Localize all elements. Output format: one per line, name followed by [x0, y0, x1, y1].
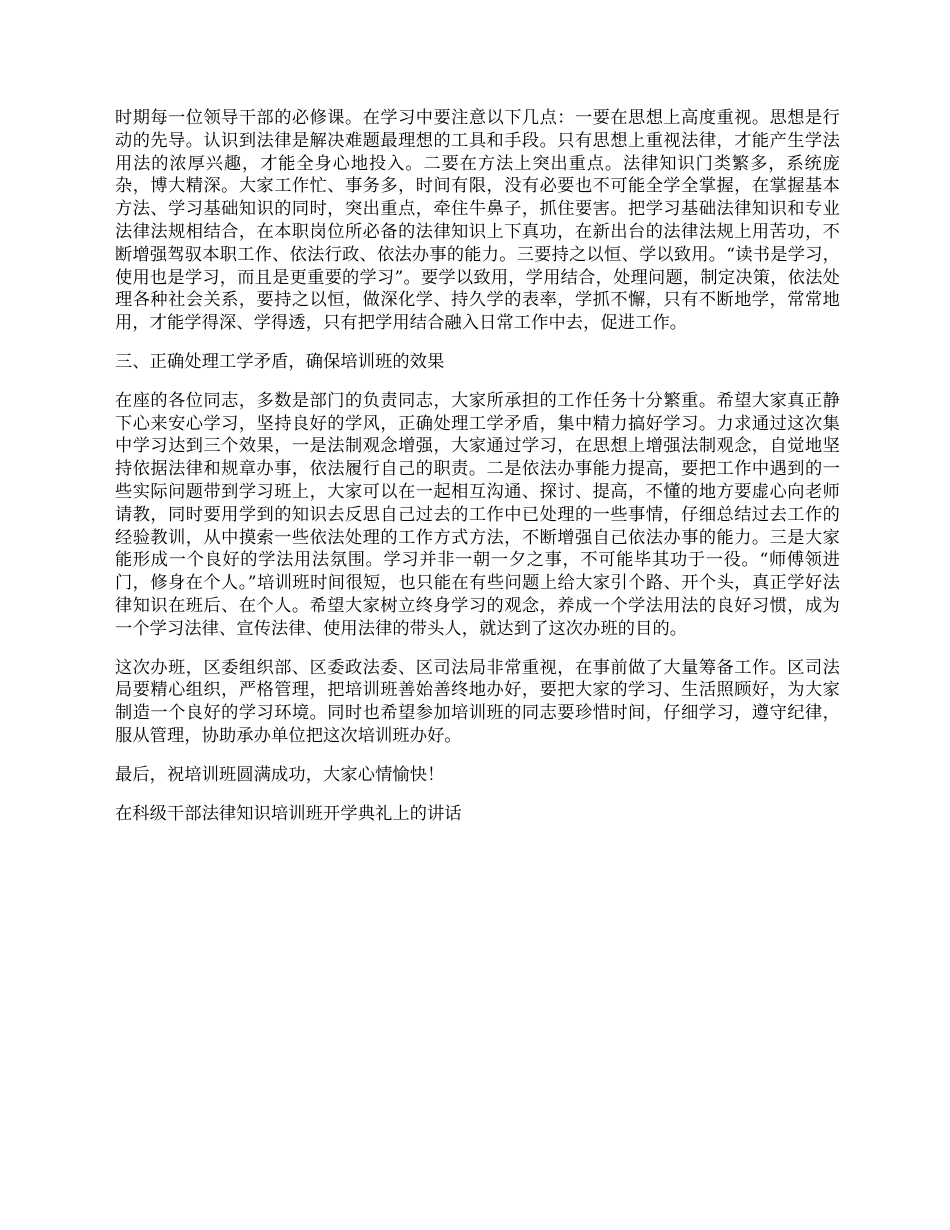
body-paragraph-work-study-balance: 在座的各位同志，多数是部门的负责同志，大家所承担的工作任务十分繁重。希望大家真正静下心来安心学习，坚持良好的学风，正确处理工学矛盾，集中精力搞好学习。力求通过这次集中学习达到三个效果，一是法制观念增强，大家通过学习，在思想上增强法制观念，自觉地坚持依据法律和规章办事，依法履行自己的职责。二是依法办事能力提高，要把工作中遇到的一些实际问题带到学习班上，大家可以在一起相互沟通、探讨、提高，不懂的地方要虚心向老师请教，同时要用学到的知识去反思自己过去的工作中已处理的一些事情，仔细总结过去工作的经验教训，从中摸索一些依法处理的工作方式方法，不断增强自己依法办事的能力。三是大家能形成一个良好的学法用法氛围。学习并非一朝一夕之事，不可能毕其功于一役。“师傅领进门，修身在个人。”培训班时间很短，也只能在有些问题上给大家引个路、开个头，真正学好法律知识在班后、在个人。希望大家树立终身学习的观念，养成一个学法用法的良好习惯，成为一个学习法律、宣传法律、使用法律的带头人，就达到了这次办班的目的。: [115, 390, 840, 639]
document-page: [115, 107, 840, 841]
body-paragraph-closing-wish: 最后，祝培训班圆满成功，大家心情愉快！: [115, 764, 445, 785]
body-paragraph-study-points: 时期每一位领导干部的必修课。在学习中要注意以下几点：一要在思想上高度重视。思想是行动的先导。认识到法律是解决难题最理想的工具和手段。只有思想上重视法律，才能产生学法用法的浓厚兴趣，才能全身心地投入。二要在方法上突出重点。法律知识门类繁多，系统庞杂，博大精深。大家工作忙、事务多，时间有限，没有必要也不可能全学全掌握，在掌握基本方法、学习基础知识的同时，突出重点，牵住牛鼻子，抓住要害。把学习基础法律知识和专业法律法规相结合，在本职岗位所必备的法律知识上下真功，在新出台的法律法规上用苦功，不断增强驾驭本职工作、依法行政、依法办事的能力。三要持之以恒、学以致用。“读书是学习，使用也是学习，而且是更重要的学习”。要学以致用，学用结合，处理问题，制定决策，依法处理各种社会关系，要持之以恒，做深化学、持久学的表率，学抓不懈，只有不断地学，常常地用，才能学得深、学得透，只有把学用结合融入日常工作中去，促进工作。: [115, 108, 840, 334]
body-paragraph-organizers: 这次办班，区委组织部、区委政法委、区司法局非常重视，在事前做了大量筹备工作。区司法局要精心组织，严格管理，把培训班善始善终地办好，要把大家的学习、生活照顾好，为大家制造一个良好的学习环境。同时也希望参加培训班的同志要珍惜时间，仔细学习，遵守纪律，服从管理，协助承办单位把这次培训班办好。: [115, 657, 840, 746]
document-title-footer: 在科级干部法律知识培训班开学典礼上的讲话: [115, 803, 462, 824]
section-heading-three: 三、正确处理工学矛盾，确保培训班的效果: [115, 351, 445, 372]
